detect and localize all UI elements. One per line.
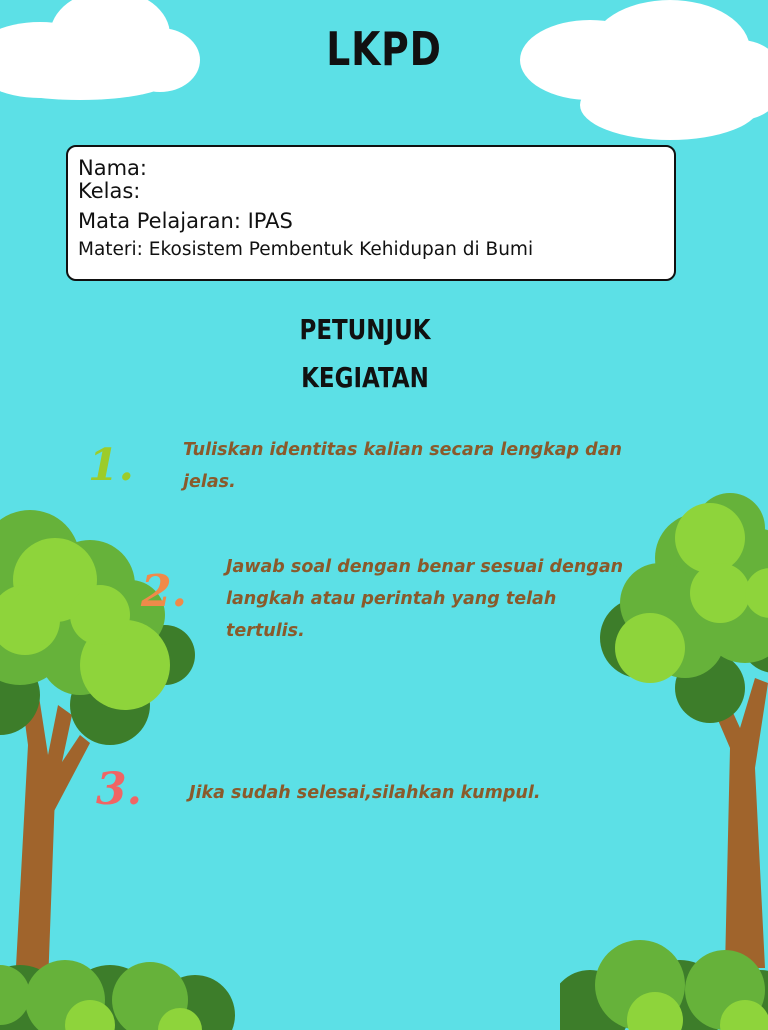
instructions-heading-line1: PETUNJUK [299,313,431,346]
step-1-text: Tuliskan identitas kalian secara lengkap dan jelas. [183,440,622,492]
topic-label: Materi: Ekosistem Pembentuk Kehidupan di Bumi [78,239,534,260]
instructions-heading-line2: KEGIATAN [301,361,429,394]
step-2-number: 2. [141,566,187,617]
subject-label: Mata Pelajaran: IPAS [78,209,293,233]
bush-left-illustration [0,940,240,1030]
instructions-heading [66,306,665,402]
class-label: Kelas: [78,179,141,203]
identity-box [66,145,676,281]
bush-right-illustration [560,930,768,1030]
name-label: Nama: [78,156,147,180]
page-title: LKPD [326,22,442,76]
step-3-number: 3. [96,764,142,815]
step-3-text: Jika sudah selesai,silahkan kumpul. [189,783,541,803]
step-1-number: 1. [88,440,134,491]
step-2-text: Jawab soal dengan benar sesuai dengan langkah atau perintah yang telah tertulis. [226,557,624,641]
